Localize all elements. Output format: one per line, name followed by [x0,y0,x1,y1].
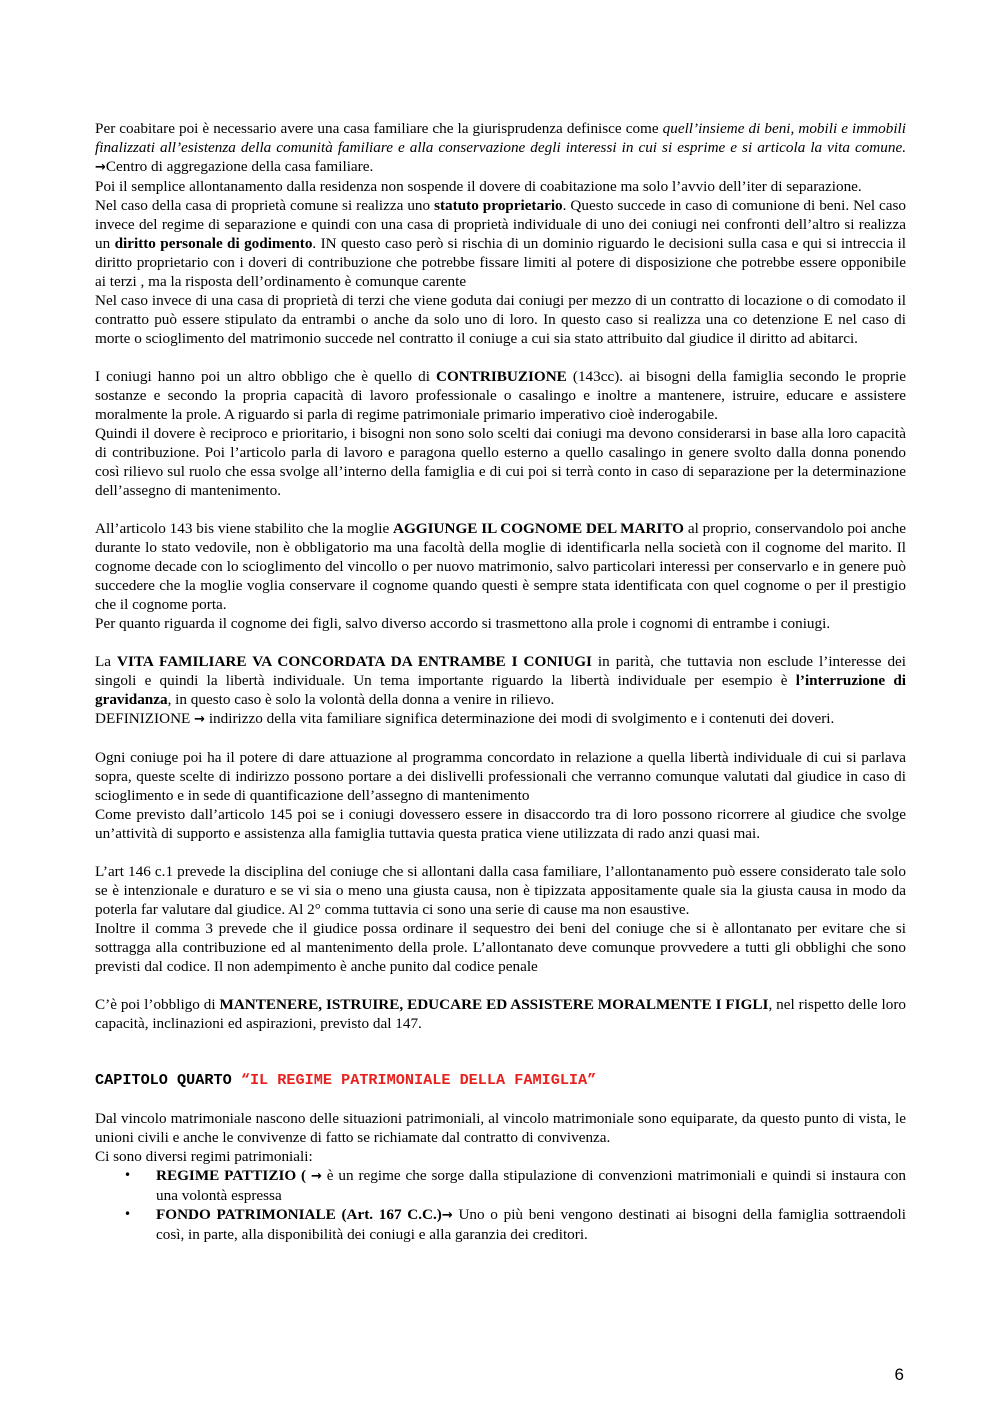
chapter-label: CAPITOLO QUARTO [95,1071,241,1089]
text: Uno o più beni vengono destinati ai bisogni della famiglia sottraendoli così, in parte, alla disponibilità dei coniugi e alla garanzia dei creditori. [156,1206,906,1243]
paragraph-articolo-145: Come previsto dall’articolo 145 poi se i coniugi dovessero essere in disaccordo tra di loro possono ricorrere al giudice che svolge un’attività di supporto e assistenza alla famiglia tuttavia questa pratica viene utilizzata di rado anzi quasi mai. [95,806,906,842]
paragraph-comma-3: Inoltre il comma 3 prevede che il giudice possa ordinare il sequestro dei beni del coniuge che si è allontanato per evitare che si sottragga alla contribuzione ed al mantenimento della prole. L’allontanato deve comunque provvedere a tutti gli obblighi che sono previsti dal codice. Il non adempimento è anche punito dal codice penale [95,920,906,975]
bold-term: diritto personale di godimento [114,235,313,252]
paragraph-proprieta-terzi: Nel caso invece di una casa di proprietà di terzi che viene goduta dai coniugi per mezzo di un contratto di locazione o di comodato il contratto può essere stipulato da entrambi o anche da solo uno di loro. In questo caso si realizza una co detenzione E nel caso di morte o scioglimento del matrimonio succede nel contratto il coniuge a cui sia stato attribuito dal giudice il diritto ad abitarci. [95,292,906,347]
bold-term: MANTENERE, ISTRUIRE, EDUCARE ED ASSISTERE MORALMENTE I FIGLI [219,996,769,1013]
paragraph-regimi-intro: Ci sono diversi regimi patrimoniali: [95,1148,313,1165]
text: Centro di aggregazione della casa familiare. [105,158,374,175]
document-body [95,119,906,1244]
arrow-right-icon: → [194,712,206,727]
arrow-right-icon: → [95,160,106,175]
paragraph-dovere-reciproco: Quindi il dovere è reciproco e prioritario, i bisogni non sono solo scelti dai coniugi ma devono considerarsi in base alla loro capacità di contribuzione. Poi l’articolo parla di lavoro e paragona quello esterno a quello casalingo in genere svolto dalla donna ponendo così rilievo sul ruolo che essa svolge all’interno della famiglia e di cui poi si terrà conto in caso di separazione per la determinazione dell’assegno di mantenimento. [95,425,906,499]
page-number: 6 [894,1365,904,1384]
text: , nel rispetto delle loro capacità, inclinazioni ed aspirazioni, previsto dal 147. [95,996,906,1032]
paragraph-cognome-marito [95,519,906,614]
text: , in questo caso è solo la volontà della donna a venire in rilievo. [167,691,555,708]
paragraph-vita-familiare [95,652,906,709]
text: I coniugi hanno poi un altro obbligo che è quello di [95,368,436,385]
bold-term: REGIME PATTIZIO ( [156,1167,311,1184]
chapter-title: “IL REGIME PATRIMONIALE DELLA FAMIGLIA” [240,1071,597,1089]
list-item [95,1166,906,1205]
text: DEFINIZIONE [95,710,195,727]
bold-term: VITA FAMILIARE VA CONCORDATA DA ENTRAMBE I CONIUGI [117,653,592,670]
text: è un regime che sorge dalla stipulazione di convenzioni matrimoniali e quindi si instaura con una volontà espressa [156,1167,906,1204]
text: C’è poi l’obbligo di [95,996,220,1013]
paragraph-obbligo-figli [95,995,906,1033]
paragraph-proprieta-comune [95,196,906,291]
bullet-icon: • [124,1207,132,1221]
paragraph-articolo-146: L’art 146 c.1 prevede la disciplina del coniuge che si allontani dalla casa familiare, l’allontanamento può essere considerato tale solo se è intenzionale e duraturo e se vi sia o meno una giusta causa, non è tipizzata appositamente quale sia la giusta causa in modo da poterla far valutare dal giudice. Al 2° comma tuttavia ci sono una serie di cause ma non esaustive. [95,863,906,918]
definition-italic: quell’insieme di beni, mobili e immobili finalizzati all’esistenza della comunità familiare e alla conservazione degli interessi in cui si esprime e si articola la vita comune. [95,120,906,156]
bullet-icon: • [124,1168,132,1182]
text: All’articolo 143 bis viene stabilito che la moglie [95,520,394,537]
bold-term: AGGIUNGE IL COGNOME DEL MARITO [393,520,684,537]
bold-term: statuto proprietario [434,197,563,214]
text: Nel caso della casa di proprietà comune si realizza uno [95,197,435,214]
arrow-right-icon: → [311,1169,322,1184]
paragraph-attuazione: Ogni coniuge poi ha il potere di dare attuazione al programma concordato in relazione a quella libertà individuale di cui si parlava sopra, queste scelte di indirizzo possono portare a dei dislivelli professionali che verranno comunque valutati dal giudice in caso di scioglimento e in sede di quantificazione dell’assegno di mantenimento [95,749,906,804]
text: . IN questo caso però si rischia di un dominio riguardo le decisioni sulla casa e qui si intreccia il diritto proprietario con i doveri di contribuzione che potrebbe fissare limiti al potere di disposizione che potrebbe essere opponibile ai terzi , ma la risposta dell’ordinamento è comunque carente [95,235,907,290]
paragraph-definizione [95,709,906,729]
text: in parità, che tuttavia non esclude l’interesse dei singoli e quindi la libertà individuale. Un tema importante riguardo la libertà individuale per esempio è [95,653,906,689]
list-item [95,1205,906,1244]
text: Per coabitare poi è necessario avere una casa familiare che la giurisprudenza definisce come [95,120,663,137]
paragraph-allontanamento: Poi il semplice allontanamento dalla residenza non sospende il dovere di coabitazione ma solo l’avvio dell’iter di separazione. [95,178,862,195]
arrow-right-icon: → [441,1208,453,1223]
paragraph-casa-familiare [95,119,906,177]
paragraph-contribuzione [95,367,906,424]
text: (143cc). ai bisogni della famiglia secondo le proprie sostanze e secondo la propria capacità di lavoro professionale o casalingo e inoltre a mantenere, istruire, educare e assistere moralmente la prole. A riguardo si parla di regime patrimoniale primario imperativo cioè inderogabile. [95,368,906,423]
regimi-list [95,1166,906,1244]
text: La [95,653,118,670]
paragraph-cognome-figli: Per quanto riguarda il cognome dei figli, salvo diverso accordo si trasmettono alla prole i cognomi di entrambe i coniugi. [95,615,831,632]
chapter-heading [95,1071,906,1090]
text: al proprio, conservandolo poi anche durante lo stato vedovile, non è obbligatorio ma una facoltà della moglie di identificarla nella società con il cognome del marito. Il cognome decade con lo scioglimento del vincollo o per nuovo matrimonio, salvo particolari interessi per conservarlo e in genere può succedere che la moglie voglia conservare il cognome quando questi è sempre stata identificata con quel cognome o per il prestigio che il cognome porta. [95,520,906,613]
text: . Questo succede in caso di comunione di beni. Nel caso invece del regime di separazione e quindi con una casa di proprietà individuale di uno dei coniugi nei confronti dell’altro si realizza un [95,197,907,252]
text: indirizzo della vita familiare significa determinazione dei modi di svolgimento e i contenuti dei doveri. [205,710,835,727]
paragraph-vincolo-matrimoniale: Dal vincolo matrimoniale nascono delle situazioni patrimoniali, al vincolo matrimoniale sono equiparate, da questo punto di vista, le unioni civili e anche le convivenze di fatto se richiamate dal contratto di convivenza. [95,1110,906,1146]
bold-term: FONDO PATRIMONIALE (Art. 167 C.C.) [156,1206,442,1223]
bold-term: CONTRIBUZIONE [436,368,567,385]
bold-term: l’interruzione di gravidanza [95,672,906,708]
